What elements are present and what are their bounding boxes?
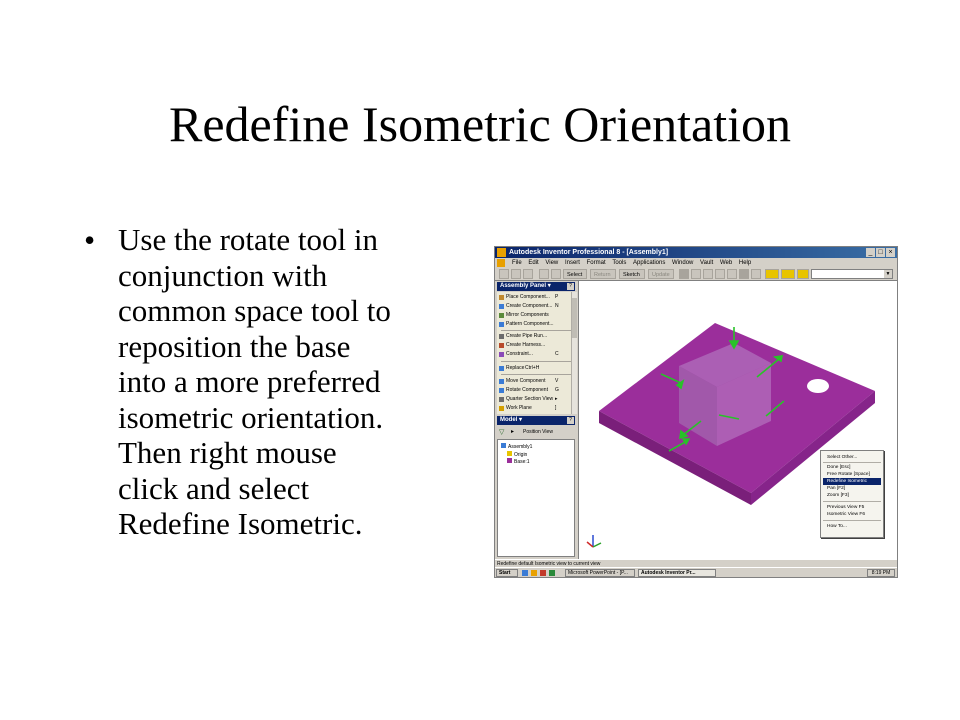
redo-icon[interactable]	[551, 269, 561, 279]
mirror-icon	[499, 313, 504, 318]
menu-applications[interactable]: Applications	[633, 260, 666, 266]
zoom-window-icon[interactable]	[691, 269, 701, 279]
menu-vault[interactable]: Vault	[700, 260, 714, 266]
command-shortcut: Ctrl+H	[525, 365, 540, 371]
base-plate-hole	[807, 379, 829, 393]
filter-icon[interactable]: ▽	[499, 429, 505, 436]
constraint-command[interactable]	[497, 350, 571, 359]
move-icon	[499, 379, 504, 384]
command-shortcut: N	[555, 303, 559, 309]
menu-web[interactable]: Web	[719, 260, 733, 266]
context-item-free-rotate[interactable]: Free Rotate [Space]	[827, 472, 870, 477]
expand-icon[interactable]: ▸	[511, 429, 515, 435]
coordinate-triad	[587, 535, 601, 547]
assembly-icon	[501, 443, 506, 448]
move-component-command[interactable]	[497, 377, 571, 386]
create-pipe-run-command[interactable]	[497, 332, 571, 341]
constraint-icon	[499, 352, 504, 357]
context-item-how-to[interactable]: How To...	[827, 524, 847, 529]
pattern-component-command[interactable]	[497, 320, 571, 329]
start-label: Start	[499, 570, 511, 576]
menu-format[interactable]: Format	[586, 260, 606, 266]
assembly-command-list	[497, 292, 571, 414]
divider	[501, 330, 571, 331]
document-icon	[497, 259, 505, 267]
command-shortcut: P	[555, 294, 559, 300]
tree-node-label: Assembly1	[508, 444, 533, 450]
help-icon[interactable]: ?	[567, 283, 574, 290]
save-icon[interactable]	[523, 269, 533, 279]
context-item-pan[interactable]: Pan [F2]	[827, 486, 846, 491]
divider	[823, 462, 881, 463]
menu-file[interactable]: File	[512, 260, 522, 266]
context-item-isometric-view[interactable]: Isometric View F6	[827, 512, 866, 517]
task-label: Microsoft PowerPoint - [P...	[568, 570, 628, 576]
system-clock: 8:19 PM	[867, 569, 895, 577]
create-component-icon	[499, 304, 504, 309]
select-button[interactable]: Select	[563, 269, 587, 279]
command-label: Work Plane	[506, 405, 532, 411]
quarter-section-view-command[interactable]	[497, 395, 571, 404]
context-item-previous-view[interactable]: Previous View F5	[827, 505, 865, 510]
scrollbar-thumb[interactable]	[572, 298, 577, 338]
inventor-screenshot	[494, 246, 898, 578]
task-label: Autodesk Inventor Pr...	[641, 570, 696, 576]
taskbar-powerpoint[interactable]	[565, 569, 635, 577]
work-plane-icon	[499, 406, 504, 411]
work-plane-command[interactable]	[497, 404, 571, 413]
command-label: Constraint...	[506, 351, 533, 357]
model-panel-header[interactable]	[497, 416, 575, 425]
bullet-line: Then right mouse	[118, 435, 337, 470]
status-text: Redefine default Isometric view to current view	[497, 561, 601, 567]
command-label: Rotate Component	[506, 387, 548, 393]
return-button[interactable]: Return	[590, 269, 616, 279]
context-menu	[820, 450, 884, 538]
place-component-icon	[499, 295, 504, 300]
command-shortcut: C	[555, 351, 559, 357]
replace-command[interactable]	[497, 364, 571, 373]
rotate-icon[interactable]	[739, 269, 749, 279]
tree-node-base[interactable]	[507, 458, 530, 466]
bullet-line: isometric orientation.	[118, 399, 384, 435]
bullet-line: common space tool to	[118, 293, 391, 328]
command-label: Create Component...	[506, 303, 553, 309]
inventor-app-icon	[497, 248, 506, 257]
model-panel-title: Model ▾	[500, 417, 523, 423]
zoom-icon[interactable]	[703, 269, 713, 279]
bullet-line: conjunction with	[118, 257, 328, 293]
quick-launch-icon[interactable]	[531, 570, 537, 576]
minimize-button[interactable]: _	[866, 248, 875, 257]
pipe-run-icon	[499, 334, 504, 339]
divider	[823, 520, 881, 521]
model-toolbar	[497, 427, 575, 438]
close-button[interactable]: ×	[886, 248, 895, 257]
menu-view[interactable]: View	[545, 260, 559, 266]
place-component-command[interactable]	[497, 293, 571, 302]
windows-taskbar	[495, 567, 897, 578]
quick-launch-icon[interactable]	[549, 570, 555, 576]
browser-panel	[495, 281, 579, 559]
bullet-line: into a more preferred	[118, 364, 381, 399]
display-mode-icon[interactable]	[765, 269, 779, 279]
command-label: Move Component	[506, 378, 546, 384]
pan-icon[interactable]	[715, 269, 725, 279]
command-label: Pattern Component...	[506, 321, 554, 327]
create-component-command[interactable]	[497, 302, 571, 311]
chevron-down-icon: ▼	[885, 271, 891, 277]
pattern-icon	[499, 322, 504, 327]
create-harness-command[interactable]	[497, 341, 571, 350]
rotate-component-command[interactable]	[497, 386, 571, 395]
camera-icon[interactable]	[781, 269, 795, 279]
replace-icon	[499, 366, 504, 371]
command-shortcut: G	[555, 387, 559, 393]
folder-icon	[507, 451, 512, 456]
command-label: Create Pipe Run...	[506, 333, 548, 339]
position-view-dropdown[interactable]: Position View	[523, 429, 553, 435]
zoom-all-icon[interactable]	[679, 269, 689, 279]
tree-node-label: Base:1	[514, 459, 530, 465]
maximize-button[interactable]: □	[876, 248, 885, 257]
window-title: Autodesk Inventor Professional 8 - [Assembly1]	[509, 249, 669, 256]
model-browser-tree	[497, 439, 575, 557]
context-item-done[interactable]: Done [Esc]	[827, 465, 851, 470]
quick-launch-icon[interactable]	[522, 570, 528, 576]
assembly-panel-title: Assembly Panel ▾	[500, 283, 551, 289]
open-icon[interactable]	[511, 269, 521, 279]
panel-scrollbar[interactable]	[571, 292, 577, 414]
context-item-select-other[interactable]: Select Other...	[827, 455, 858, 460]
command-label: Create Harness...	[506, 342, 546, 348]
part-icon	[507, 458, 512, 463]
command-shortcut: V	[555, 378, 559, 384]
divider	[501, 374, 571, 375]
command-label: Quarter Section View	[506, 396, 554, 402]
start-button[interactable]	[496, 569, 518, 577]
look-at-icon[interactable]	[751, 269, 761, 279]
menu-tools[interactable]: Tools	[612, 260, 627, 266]
submenu-arrow: ▸	[555, 396, 558, 402]
new-icon[interactable]	[499, 269, 509, 279]
assembly-panel-header[interactable]	[497, 282, 575, 291]
mirror-components-command[interactable]	[497, 311, 571, 320]
window-controls	[866, 248, 895, 257]
menu-edit[interactable]: Edit	[528, 260, 539, 266]
color-icon[interactable]	[797, 269, 809, 279]
bullet-marker: •	[84, 222, 96, 258]
section-view-icon	[499, 397, 504, 402]
quick-launch-icon[interactable]	[540, 570, 546, 576]
harness-icon	[499, 343, 504, 348]
rotate-component-icon	[499, 388, 504, 393]
menu-insert[interactable]: Insert	[564, 260, 580, 266]
menu-help[interactable]: Help	[738, 260, 752, 266]
menu-bar	[495, 258, 897, 268]
tree-node-assembly[interactable]	[501, 443, 532, 451]
update-button[interactable]: Update	[648, 269, 674, 279]
context-item-redefine-isometric[interactable]: Redefine Isometric	[823, 478, 881, 485]
command-label: Mirror Components	[506, 312, 549, 318]
tree-node-label: Origin	[514, 452, 528, 458]
menu-window[interactable]: Window	[672, 260, 694, 266]
command-shortcut: ]	[555, 405, 557, 411]
help-icon[interactable]: ?	[567, 417, 574, 424]
context-item-zoom[interactable]: Zoom [F3]	[827, 493, 849, 498]
slide-title: Redefine Isometric Orientation	[169, 96, 791, 152]
divider	[823, 501, 881, 502]
bullet-line: reposition the base	[118, 328, 351, 364]
taskbar-inventor[interactable]	[638, 569, 716, 577]
undo-icon[interactable]	[539, 269, 549, 279]
sketch-button[interactable]: Sketch	[619, 269, 645, 279]
bullet-text	[118, 222, 458, 542]
bullet-line: Redefine Isometric.	[118, 506, 363, 541]
standard-toolbar	[495, 268, 897, 281]
command-label: Place Component...	[506, 294, 550, 300]
zoom-selected-icon[interactable]	[727, 269, 737, 279]
divider	[501, 361, 571, 362]
color-style-dropdown[interactable]	[811, 269, 893, 279]
bullet-line: click and select	[118, 470, 310, 506]
graphics-window[interactable]	[579, 281, 897, 559]
command-label: Replace	[506, 365, 525, 371]
bullet-line: Use the rotate tool in	[118, 222, 378, 257]
window-titlebar	[495, 247, 897, 258]
